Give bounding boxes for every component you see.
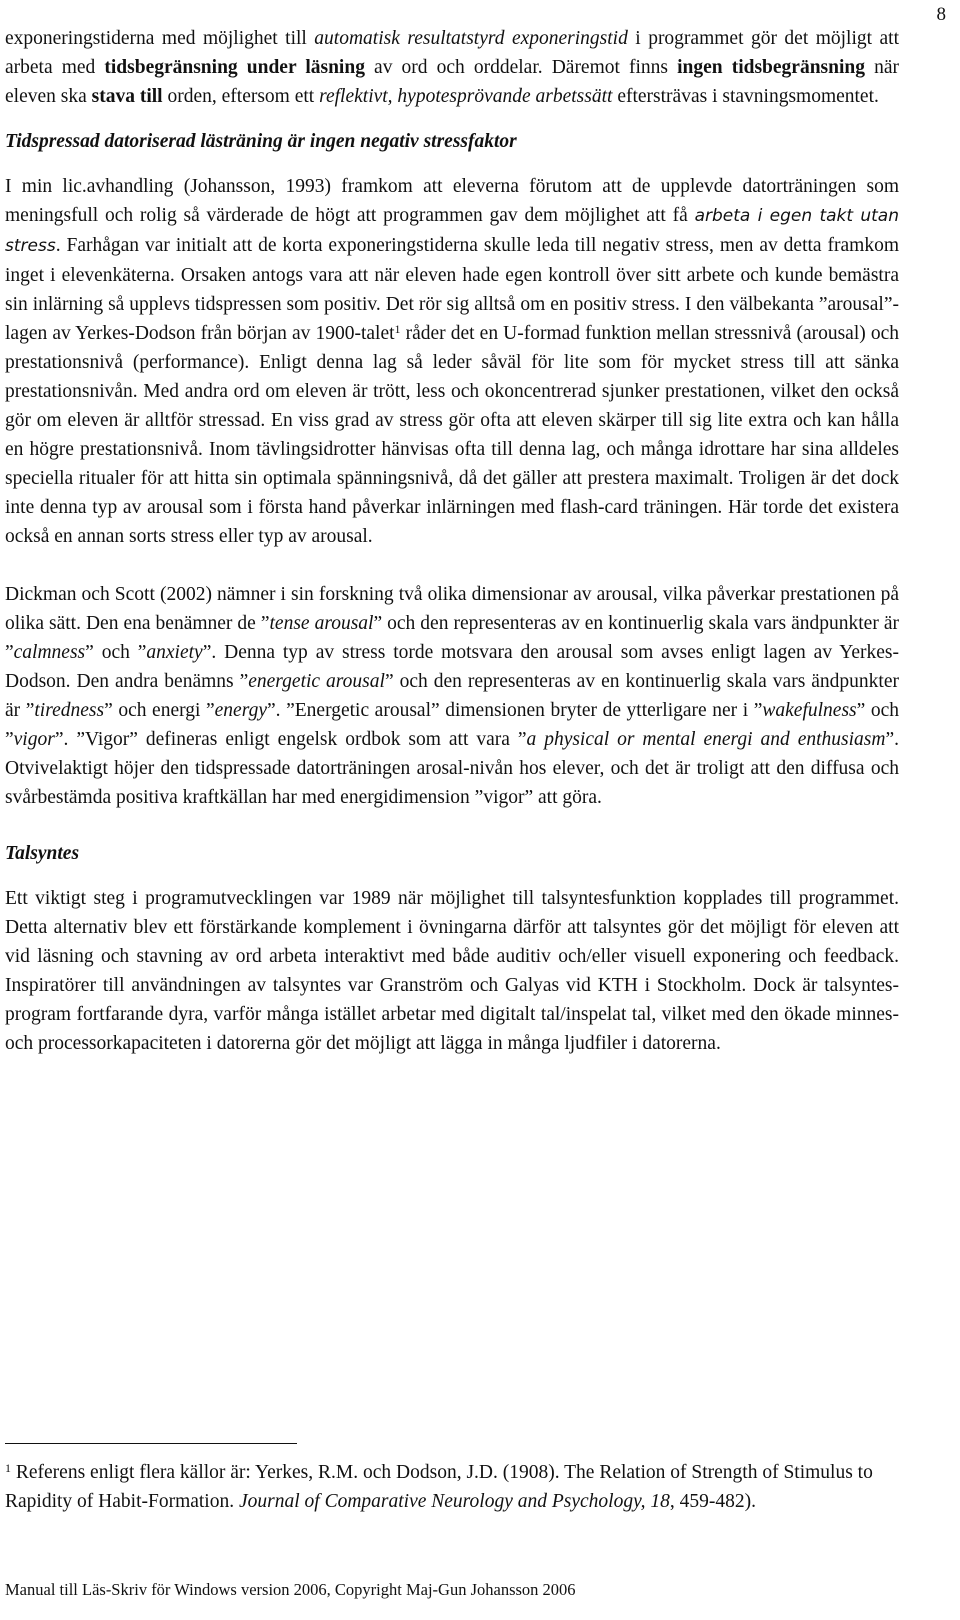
intro-emphasis: automatisk resultatstyrd exponeringstid: [314, 28, 628, 49]
body-emphasis: energetic arousal: [248, 671, 385, 692]
body-emphasis: tense arousal: [269, 613, 374, 634]
footnote-divider: [5, 1443, 297, 1444]
intro-text: orden, eftersom ett: [162, 86, 320, 107]
body-emphasis: tiredness: [34, 700, 105, 721]
body-text: Dickman och Scott (2002) nämner i sin forskning två olika dimensionar av arousal, vilka påverkar prestationen på olika sätt. Den ena benämner de ”: [5, 584, 899, 634]
body-emphasis: arbeta i egen takt utan stress: [5, 206, 899, 256]
body-emphasis: calmness: [13, 642, 86, 663]
body-text: ”. Otvivelaktigt höjer den tidspressade datorträningen arosal-nivån hos elever, och det är troligt att den diffusa och svårbestämda positiva kraftkällan har med energidimension ”vigor” att göra.: [5, 729, 899, 808]
intro-text: eftersträvas i stavningsmomentet.: [612, 86, 879, 107]
footnote-marker: 1: [5, 1461, 11, 1475]
page-number: 8: [936, 4, 946, 25]
intro-text: när eleven ska: [5, 57, 899, 107]
body-text: ” och den representeras av en kontinuerlig skala vars ändpunkter är ”: [5, 613, 899, 663]
intro-strong: ingen tidsbegränsning: [677, 57, 865, 78]
footnote-text: Referens enligt flera källor är: Yerkes, R.M. och Dodson, J.D. (1908). The Relation of Strength of Stimulus to Rapidity of Habit-Formation.: [5, 1462, 873, 1512]
intro-strong: stava till: [91, 86, 163, 107]
stress-paragraph-2: [5, 580, 899, 812]
footnote-journal: Journal of Comparative Neurology and Psychology, 18: [238, 1491, 670, 1512]
intro-text: i programmet gör det möjligt att arbeta med: [5, 28, 899, 78]
body-text: ” och den representeras av en kontinuerlig skala vars ändpunkter är ”: [5, 671, 899, 721]
document-body: [5, 24, 899, 1058]
body-text: råder det en U-formad funktion mellan stressnivå (arousal) och prestationsnivå (performance). Enligt denna lag så leder såväl för lite som för mycket stress till att sänka prestationsnivån. Med andra ord om eleven är trött, less och okoncentrerad sjunker prestationen, vilket den också gör om eleven är alltför stressad. En viss grad av stress gör ofta att eleven skärper till sig lite extra och kan hålla en högre prestationsnivå. Inom tävlingsidrotter hänvisas ofta till denna lag, och många idrottare har sina alldeles speciella ritualer för att hitta sin optimala spänningsnivå, då det gäller att prestera maximalt. Troligen är det dock inte denna typ av arousal som i första hand påverkar inlärningen med flash-card träningen. Här torde det existera också en annan sorts stress eller typ av arousal.: [5, 323, 899, 547]
page-footer: Manual till Läs-Skriv för Windows version 2006, Copyright Maj-Gun Johansson 2006: [5, 1580, 576, 1599]
body-text: ” och ”: [5, 700, 900, 750]
section-heading-talsyntes: Talsyntes: [5, 843, 80, 864]
footnote-reference: 1: [394, 322, 401, 336]
body-text: ”. ”Energetic arousal” dimensionen bryter de ytterligare ner i ”: [267, 700, 763, 721]
intro-emphasis: reflektivt, hypotesprövande arbetssätt: [319, 86, 613, 107]
body-emphasis: vigor: [13, 729, 55, 750]
intro-text: exponeringstiderna med möjlighet till: [5, 28, 315, 49]
body-emphasis: a physical or mental energi and enthusiasm: [526, 729, 886, 750]
body-emphasis: energy: [214, 700, 267, 721]
body-text: ”. Denna typ av stress torde motsvara den arousal som avses enligt lagen av Yerkes-Dodson. Den andra benämns ”: [5, 642, 899, 692]
talsyntes-paragraph: Ett viktigt steg i programutvecklingen var 1989 när möjlighet till talsyntesfunktion kopplades till programmet. Detta alternativ blev ett förstärkande komplement i övningarna därför att talsyntes gör det möjligt för eleven att vid läsning och stavning av ord arbeta interaktivt med både auditiv och/eller visuell exponering och feedback. Inspiratörer till användningen av talsyntes var Granström och Galyas vid KTH i Stockholm. Dock är talsyntes-program fortfarande dyra, varför många istället arbetar med digitalt tal/inspelat tal, vilket med den ökade minnes- och processorkapaciteten i datorerna gör det möjligt att lägga in många ljudfiler i datorerna.: [5, 888, 899, 1054]
intro-strong: tidsbegränsning under läsning: [104, 57, 365, 78]
body-text: ” och energi ”: [104, 700, 215, 721]
stress-paragraph-1: [5, 172, 899, 551]
section-heading-stress: Tidspressad datoriserad lästräning är ingen negativ stressfaktor: [5, 131, 517, 152]
body-text: ”. ”Vigor” defineras enligt engelsk ordbok som att vara ”: [54, 729, 527, 750]
body-text: . Farhågan var initialt att de korta exponeringstiderna skulle leda till negativ stress, men av detta framkom inget i elevenkäterna. Orsaken antogs vara att när eleven hade egen kontroll över sitt arbete och kunde bemästra sin inlärning så upplevs tidspressen som positiv. Det rör sig alltså om en positiv stress. I den välbekanta ”arousal”-lagen av Yerkes-Dodson från början av 1900-talet: [5, 235, 899, 344]
body-text: ” och ”: [85, 642, 147, 663]
footnote-text: , 459-482).: [669, 1491, 757, 1512]
body-text: I min lic.avhandling (Johansson, 1993) framkom att eleverna förutom att de upplevde datorträningen som meningsfull och rolig så värderade de högt att programmen gav dem möjlighet att få: [5, 176, 899, 226]
body-emphasis: anxiety: [146, 642, 203, 663]
body-emphasis: wakefulness: [762, 700, 857, 721]
intro-text: av ord och orddelar. Däremot finns: [364, 57, 678, 78]
footnote: [5, 1458, 930, 1516]
intro-paragraph: [5, 24, 899, 111]
